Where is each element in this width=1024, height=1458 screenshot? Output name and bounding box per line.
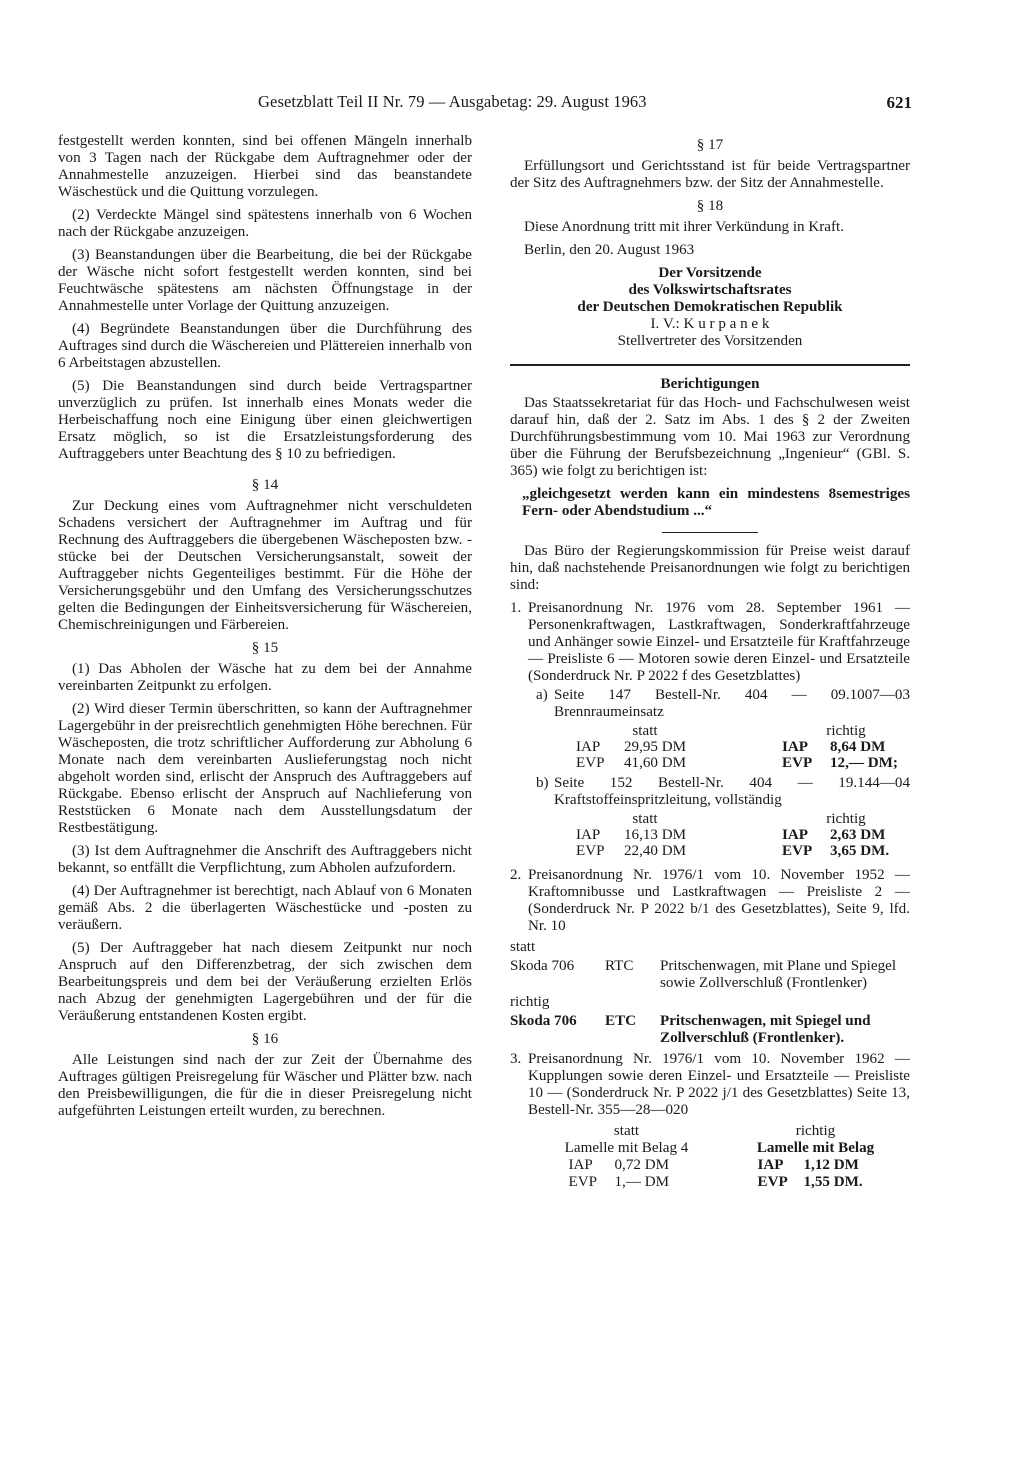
page-number: 621 [886, 93, 912, 112]
paragraph: Zur Deckung eines vom Auftragnehmer nicht verschuldeten Schadens versichert der Auftragnehmer im Auftrag und für Rechnung des Auftraggebers die übergebenen Wäscheposten bzw. -stücke bei der Deutschen Versicherungsanstalt, soweit der Auftraggeber nichts Gegenteiliges bestimmt. Für die Höhe der Versicherungsgebühr und den Umfang des Versicherungsschutzes gelten die Bedingungen der Einheitsversicherung für Wäschereien, Chemischreinigungen und Färbereien. [58, 498, 472, 633]
signature-line: des Volkswirtschaftsrates [628, 282, 792, 298]
price-table [576, 723, 910, 771]
price-table [576, 811, 910, 859]
short-divider [662, 532, 758, 533]
paragraph: (3) Beanstandungen über die Bearbeitung, die bei der Rückgabe der Wäsche nicht sofort festgestellt werden konnten, sind bei Feuchtwäsche spätestens am nächsten Öffnungstage in der Annahmestelle unter Vorlage der Quittung anzuzeigen. [58, 247, 472, 314]
sub-item-label: b) [536, 775, 549, 791]
paragraph: Erfüllungsort und Gerichtsstand ist für beide Vertragspartner der Sitz des Auftragnehmers bzw. der Sitz der Annahmestelle. [510, 158, 910, 191]
price-value: 8,64 DM [830, 739, 886, 755]
paragraph: (5) Der Auftraggeber hat nach diesem Zeitpunkt nur noch Anspruch auf den Differenzbetrag, der sich zwischen dem Bearbeitungspreis und dem bei der Veräußerung erzielten Erlös nach Abzug der genehmigten Lagergebühren und der für die Veräußerung entstandenen Kosten ergibt. [58, 940, 472, 1024]
paragraph: (4) Der Auftragnehmer ist berechtigt, nach Ablauf von 6 Monaten gemäß Abs. 2 die überlagerten Wäschestücke und -posten zu veräußern. [58, 883, 472, 933]
vehicle-code: ETC [605, 1013, 637, 1029]
column-header: richtig [826, 811, 866, 827]
section-heading-15: § 15 [251, 640, 279, 656]
price-label: EVP [782, 843, 813, 859]
list-item-text: Preisanordnung Nr. 1976/1 vom 10. November 1962 — Kupplungen sowie deren Einzel- und Ersatzteile — Preisliste 10 — (Sonderdruck Nr. P 2022 j/1 des Gesetzblattes) Seite 13, Bestell-Nr. 355—28—020 [528, 1051, 910, 1118]
price-value: 1,— DM [614, 1174, 670, 1190]
price-label: IAP [782, 739, 808, 755]
correction-quote: „gleichgesetzt werden kann ein mindestens 8semestriges Fern- oder Abendstudium ...“ [522, 486, 910, 519]
price-value: 2,63 DM [830, 827, 886, 843]
price-label: IAP [576, 827, 601, 843]
header-title: Gesetzblatt Teil II Nr. 79 — Ausgabetag: 29. August 1963 [258, 92, 647, 111]
signature-line: der Deutschen Demokratischen Republik [577, 299, 843, 315]
price-label: EVP [782, 755, 813, 771]
sub-item [536, 687, 910, 721]
vehicle-row-old [510, 958, 910, 992]
sub-item-text: Seite 152 Bestell-Nr. 404 — 19.144—04 Kraftstoffeinspritzleitung, vollständig [554, 775, 910, 808]
column-header: statt [632, 723, 658, 739]
price-value: 22,40 DM [624, 843, 687, 859]
column-header: statt [613, 1123, 640, 1139]
list-item-text: Preisanordnung Nr. 1976/1 vom 10. November 1952 — Kraftomnibusse und Lastkraftwagen — Preisliste 2 — (Sonderdruck Nr. P 2022 b/1 des Gesetzblattes), Seite 9, lfd. Nr. 10 [528, 867, 910, 934]
richtig-label: richtig [510, 994, 550, 1010]
sub-item [536, 775, 910, 809]
price-value: 12,— DM; [830, 755, 898, 771]
section-heading-18: § 18 [696, 198, 724, 214]
section-divider [510, 364, 910, 366]
list-number: 1. [510, 600, 522, 616]
signature-name: I. V.: K u r p a n e k [650, 316, 770, 332]
price-value: 3,65 DM. [830, 843, 890, 859]
price-label: IAP [757, 1157, 784, 1173]
paragraph: Das Büro der Regierungskommission für Preise weist darauf hin, daß nachstehende Preisanordnungen wie folgt zu berichtigen sind: [510, 543, 910, 593]
vehicle-row-new [510, 1013, 910, 1047]
left-column [58, 133, 472, 1126]
lamelle-label: Lamelle mit Belag [756, 1140, 875, 1156]
vehicle-model: Skoda 706 [510, 958, 575, 974]
list-item [510, 600, 910, 863]
signature-line: Der Vorsitzende [658, 265, 762, 281]
lamelle-label: Lamelle mit Belag 4 [564, 1140, 689, 1156]
price-value: 1,55 DM. [803, 1174, 863, 1190]
price-label: EVP [568, 1174, 598, 1190]
statt-label: statt [510, 939, 536, 955]
sub-item-label: a) [536, 687, 548, 703]
paragraph: (5) Die Beanstandungen sind durch beide Vertragspartner unverzüglich zu prüfen. Ist innerhalb eines Monats weder die Herbeischaffung noch eine Einigung über einen gleichwertigen Ersatz möglich, so ist die Ersatzleistungsforderung des Auftraggebers unter Beachtung des § 10 zu befriedigen. [58, 378, 472, 462]
price-value: 0,72 DM [614, 1157, 670, 1173]
paragraph: (3) Ist dem Auftragnehmer die Anschrift des Auftraggebers nicht bekannt, so entfällt die Verpflichtung, zum Abholen aufzufordern. [58, 843, 472, 876]
vehicle-model: Skoda 706 [510, 1013, 577, 1029]
price-label: EVP [576, 843, 605, 859]
price-value: 41,60 DM [624, 755, 687, 771]
corrections-heading: Berichtigungen [660, 376, 760, 392]
price-value: 16,13 DM [624, 827, 687, 843]
price-value: 1,12 DM [803, 1157, 859, 1173]
list-item [510, 867, 910, 935]
paragraph: (2) Wird dieser Termin überschritten, so kann der Auftragnehmer Lagergebühr in der preisrechtlich genehmigten Höhe berechnen. Für Wäscheposten, die trotz schriftlicher Aufforderung zur Abholung 6 Monate nach dem vereinbarten Auslieferungstag noch nicht abgeholt worden sind, erlischt der Anspruch des Auftraggebers auf Rückgabe. Ebenso erlischt der Anspruch auf Nachlieferung von Reststücken 6 Monate nach dem Ausstellungsdatum der Restbestätigung. [58, 701, 472, 836]
column-header: richtig [795, 1123, 836, 1139]
vehicle-desc: Pritschenwagen, mit Spiegel und Zollverschluß (Frontlenker). [660, 1013, 871, 1046]
sub-item-text: Seite 147 Bestell-Nr. 404 — 09.1007—03 Brennraumeinsatz [554, 687, 910, 720]
lamelle-price-table [532, 1123, 910, 1191]
price-label: IAP [782, 827, 808, 843]
paragraph: Alle Leistungen sind nach der zur Zeit der Übernahme des Auftrages gültigen Preisregelung für Wäscher und Plätter bzw. nach den Preisbewilligungen, die für die in dieser Preisregelung nicht aufgeführten Leistungen erteilt wurden, zu berechnen. [58, 1052, 472, 1119]
paragraph: (4) Begründete Beanstandungen über die Durchführung des Auftrages sind durch die Wäschereien und Plättereien innerhalb von 6 Arbeitstagen abzustellen. [58, 321, 472, 371]
price-label: EVP [757, 1174, 788, 1190]
list-number: 3. [510, 1051, 522, 1067]
place-date: Berlin, den 20. August 1963 [524, 242, 695, 258]
signature-role: Stellvertreter des Vorsitzenden [617, 333, 803, 349]
price-label: IAP [568, 1157, 593, 1173]
column-header: richtig [826, 723, 866, 739]
vehicle-desc: Pritschenwagen, mit Plane und Spiegel sowie Zollverschluß (Frontlenker) [660, 958, 897, 991]
paragraph: (2) Verdeckte Mängel sind spätestens innerhalb von 6 Wochen nach der Rückgabe anzuzeigen. [58, 207, 472, 240]
paragraph: Diese Anordnung tritt mit ihrer Verkündung in Kraft. [524, 219, 844, 235]
list-item [510, 1051, 910, 1119]
vehicle-code: RTC [605, 958, 634, 974]
list-item-text: Preisanordnung Nr. 1976 vom 28. September 1961 — Personenkraftwagen, Lastkraftwagen, Sonderkraftfahrzeuge und Anhänger sowie Einzel- und Ersatzteile für Kraftfahrzeuge — Preisliste 6 — Motoren sowie deren Einzel- und Ersatzteile (Sonderdruck Nr. P 2022 f des Gesetzblattes) [528, 600, 910, 684]
price-label: EVP [576, 755, 605, 771]
price-value: 29,95 DM [624, 739, 687, 755]
price-label: IAP [576, 739, 601, 755]
paragraph: festgestellt werden konnten, sind bei offenen Mängeln innerhalb von 3 Tagen nach der Rückgabe dem Auftragnehmer oder der Annahmestelle anzuzeigen. Hierbei sind das beanstandete Wäschestück und die Quittung vorzulegen. [58, 133, 472, 200]
section-heading-14: § 14 [251, 477, 279, 493]
right-column [510, 133, 910, 1191]
paragraph: Das Staatssekretariat für das Hoch- und Fachschulwesen weist darauf hin, daß der 2. Satz im Abs. 1 des § 2 der Zweiten Durchführungsbestimmung vom 10. Mai 1963 zur Verordnung über die Führung der Berufsbezeichnung „Ingenieur“ (GBl. S. 365) wie folgt zu berichtigen ist: [510, 395, 910, 479]
section-heading-16: § 16 [251, 1031, 279, 1047]
section-heading-17: § 17 [696, 137, 724, 153]
paragraph: (1) Das Abholen der Wäsche hat zu dem bei der Annahme vereinbarten Zeitpunkt zu erfolgen. [58, 661, 472, 694]
page-header [258, 92, 912, 116]
column-header: statt [632, 811, 658, 827]
list-number: 2. [510, 867, 522, 883]
